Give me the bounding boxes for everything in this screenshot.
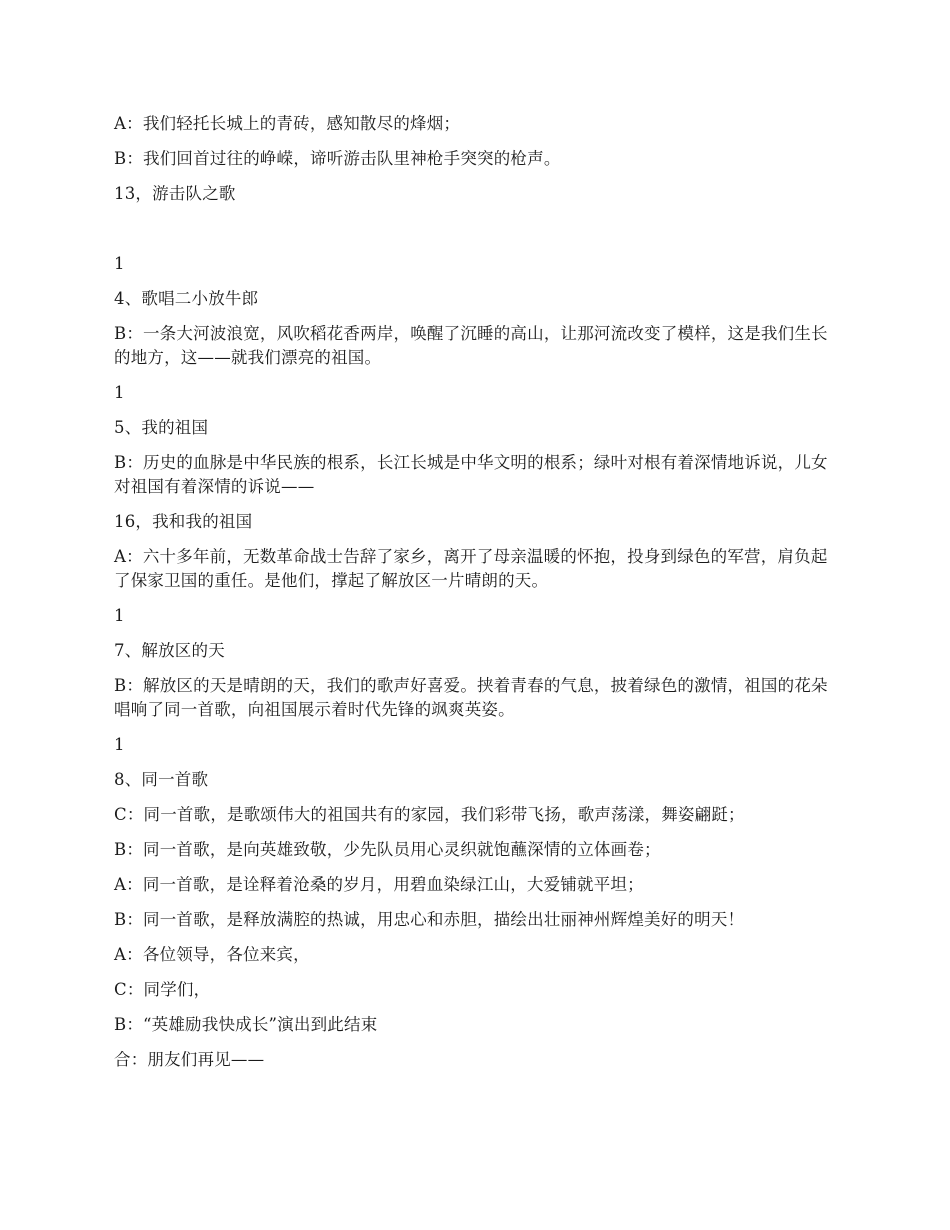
script-line: A：各位领导，各位来宾， (114, 945, 310, 964)
script-line: B：同一首歌，是释放满腔的热诚，用忠心和赤胆，描绘出壮丽神州辉煌美好的明天！ (114, 910, 745, 929)
script-line: B：“英雄励我快成长”演出到此结束 (114, 1015, 378, 1034)
script-line: A：同一首歌，是诠释着沧桑的岁月，用碧血染绿江山，大爱铺就平坦； (114, 875, 644, 894)
page-number: 1 (114, 606, 125, 625)
page-number: 1 (114, 735, 125, 754)
song-title: 7、解放区的天 (114, 641, 225, 660)
script-line: B：历史的血脉是中华民族的根系，长江长城是中华文明的根系；绿叶对根有着深情地诉说，儿女对祖国有着深情的诉说—— (114, 453, 828, 496)
script-line: A：我们轻托长城上的青砖，感知散尽的烽烟； (114, 114, 461, 133)
script-line: C：同学们， (114, 980, 211, 999)
song-title: 16，我和我的祖国 (114, 512, 253, 531)
song-title: 5、我的祖国 (114, 418, 209, 437)
script-line: C：同一首歌，是歌颂伟大的祖国共有的家园，我们彩带飞扬，歌声荡漾，舞姿翩跹； (114, 805, 745, 824)
song-title: 13，游击队之歌 (114, 184, 236, 203)
song-title: 8、同一首歌 (114, 770, 209, 789)
blank-gap (114, 217, 838, 252)
document-page (114, 112, 838, 1083)
script-line: B：同一首歌，是向英雄致敬，少先队员用心灵织就饱蘸深情的立体画卷； (114, 840, 661, 859)
script-line: 合：朋友们再见—— (114, 1050, 265, 1069)
song-title: 4、歌唱二小放牛郎 (114, 289, 259, 308)
script-line: B：解放区的天是晴朗的天，我们的歌声好喜爱。挟着青春的气息，披着绿色的激情，祖国的花朵唱响了同一首歌，向祖国展示着时代先锋的飒爽英姿。 (114, 676, 828, 719)
script-line: A：六十多年前，无数革命战士告辞了家乡，离开了母亲温暖的怀抱，投身到绿色的军营，肩负起了保家卫国的重任。是他们，撑起了解放区一片晴朗的天。 (114, 547, 828, 590)
script-line: B：我们回首过往的峥嵘，谛听游击队里神枪手突突的枪声。 (114, 149, 561, 168)
script-line: B：一条大河波浪宽，风吹稻花香两岸，唤醒了沉睡的高山，让那河流改变了模样，这是我们生长的地方，这——就我们漂亮的祖国。 (114, 324, 828, 367)
page-number: 1 (114, 254, 125, 273)
page-number: 1 (114, 383, 125, 402)
